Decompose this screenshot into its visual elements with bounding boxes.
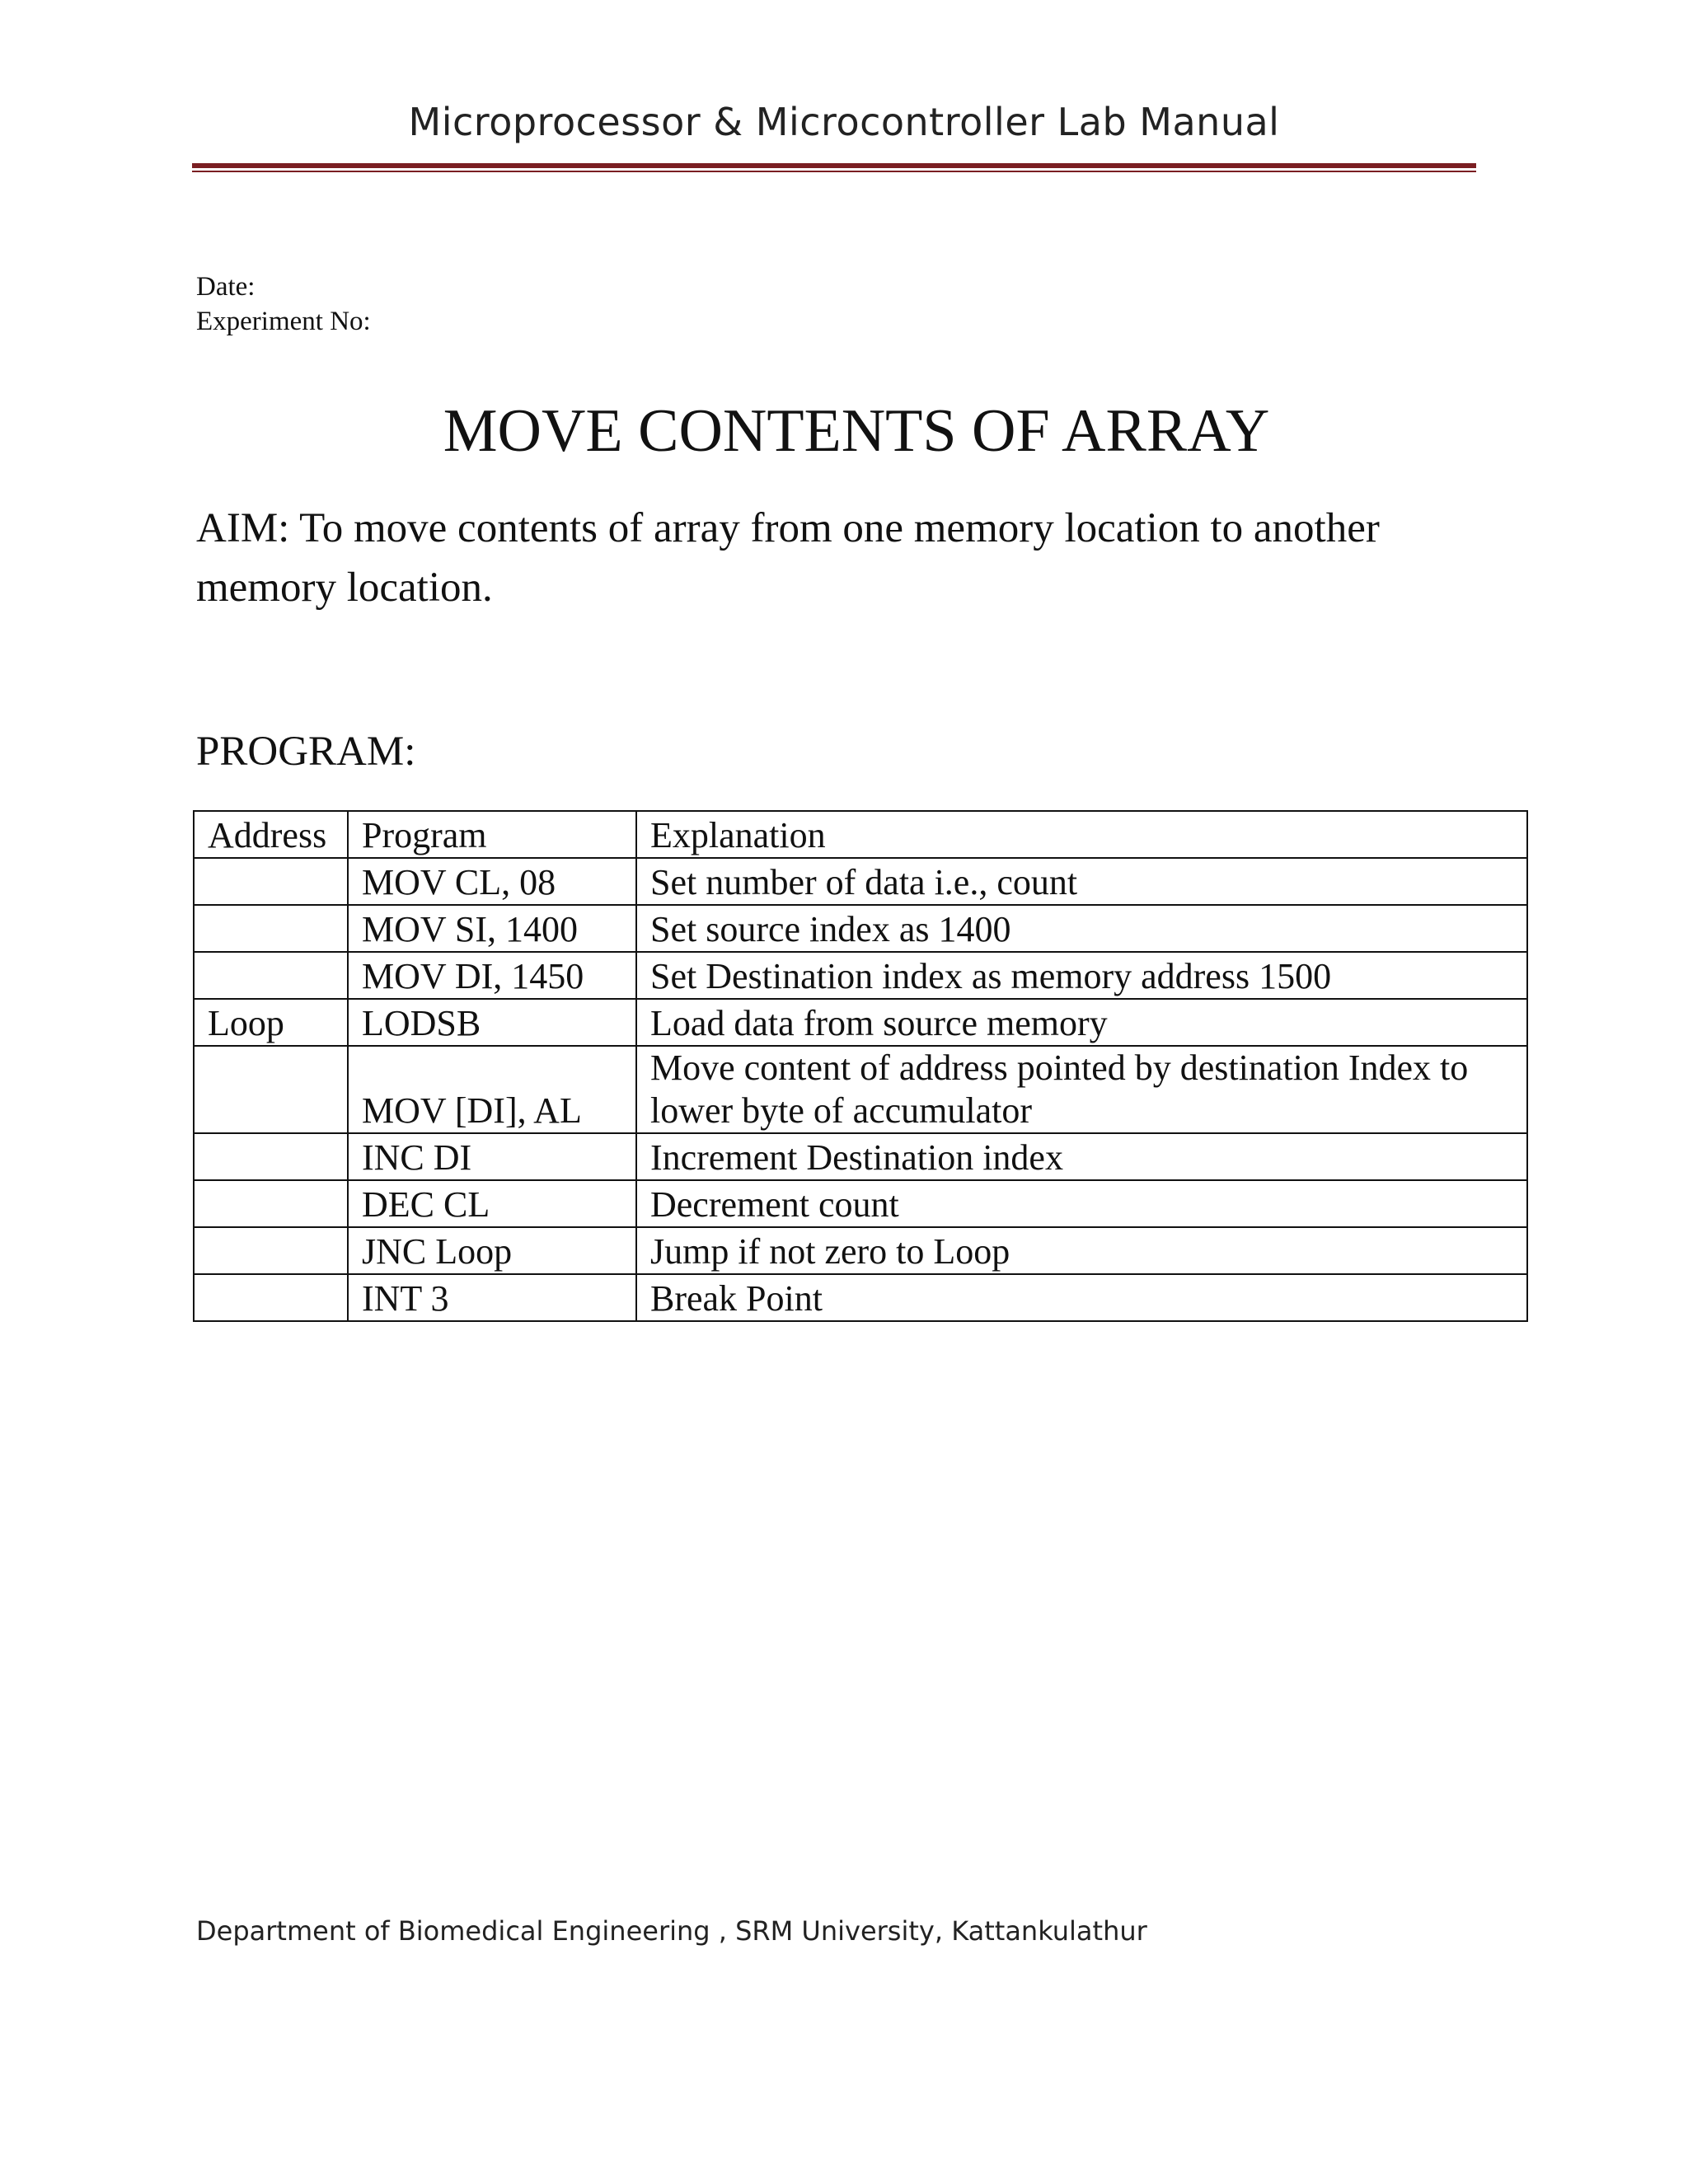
cell-explanation: Break Point bbox=[636, 1274, 1527, 1321]
date-label: Date: bbox=[196, 272, 256, 302]
cell-address: Loop bbox=[194, 999, 348, 1046]
table-row bbox=[194, 1227, 1527, 1274]
cell-explanation: Move content of address pointed by destination Index to lower byte of accumulator bbox=[636, 1046, 1527, 1133]
cell-program: MOV CL, 08 bbox=[348, 858, 636, 905]
cell-program: DEC CL bbox=[348, 1180, 636, 1227]
header-program: Program bbox=[348, 811, 636, 858]
page-footer: Department of Biomedical Engineering , SRM University, Kattankulathur bbox=[196, 1915, 1147, 1947]
cell-program: MOV DI, 1450 bbox=[348, 952, 636, 999]
document-title: MOVE CONTENTS OF ARRAY bbox=[443, 397, 1270, 465]
cell-address bbox=[194, 1046, 348, 1133]
header-rule bbox=[192, 163, 1476, 168]
table-row bbox=[194, 1274, 1527, 1321]
cell-address bbox=[194, 1227, 348, 1274]
table-header-row bbox=[194, 811, 1527, 858]
table-row bbox=[194, 999, 1527, 1046]
cell-address bbox=[194, 1180, 348, 1227]
cell-address bbox=[194, 1274, 348, 1321]
cell-program: LODSB bbox=[348, 999, 636, 1046]
header-address: Address bbox=[194, 811, 348, 858]
table-row bbox=[194, 1133, 1527, 1180]
cell-explanation: Set source index as 1400 bbox=[636, 905, 1527, 952]
running-header: Microprocessor & Microcontroller Lab Manual bbox=[408, 100, 1280, 144]
cell-explanation: Set Destination index as memory address 1500 bbox=[636, 952, 1527, 999]
header-rule-thin bbox=[192, 171, 1476, 172]
cell-address bbox=[194, 952, 348, 999]
table-row bbox=[194, 952, 1527, 999]
cell-address bbox=[194, 1133, 348, 1180]
cell-explanation: Load data from source memory bbox=[636, 999, 1527, 1046]
cell-program: INC DI bbox=[348, 1133, 636, 1180]
cell-program: JNC Loop bbox=[348, 1227, 636, 1274]
cell-address bbox=[194, 905, 348, 952]
cell-explanation: Decrement count bbox=[636, 1180, 1527, 1227]
table-row bbox=[194, 905, 1527, 952]
table-row bbox=[194, 858, 1527, 905]
cell-program: INT 3 bbox=[348, 1274, 636, 1321]
cell-program: MOV [DI], AL bbox=[348, 1046, 636, 1133]
aim-paragraph: AIM: To move contents of array from one memory location to another memory location. bbox=[196, 505, 1380, 611]
cell-program: MOV SI, 1400 bbox=[348, 905, 636, 952]
program-heading: PROGRAM: bbox=[196, 729, 416, 775]
table-row bbox=[194, 1046, 1527, 1133]
cell-explanation: Increment Destination index bbox=[636, 1133, 1527, 1180]
experiment-number-label: Experiment No: bbox=[196, 307, 371, 336]
cell-explanation: Jump if not zero to Loop bbox=[636, 1227, 1527, 1274]
table-row bbox=[194, 1180, 1527, 1227]
program-table bbox=[193, 810, 1528, 1322]
header-explanation: Explanation bbox=[636, 811, 1527, 858]
cell-address bbox=[194, 858, 348, 905]
cell-explanation: Set number of data i.e., count bbox=[636, 858, 1527, 905]
